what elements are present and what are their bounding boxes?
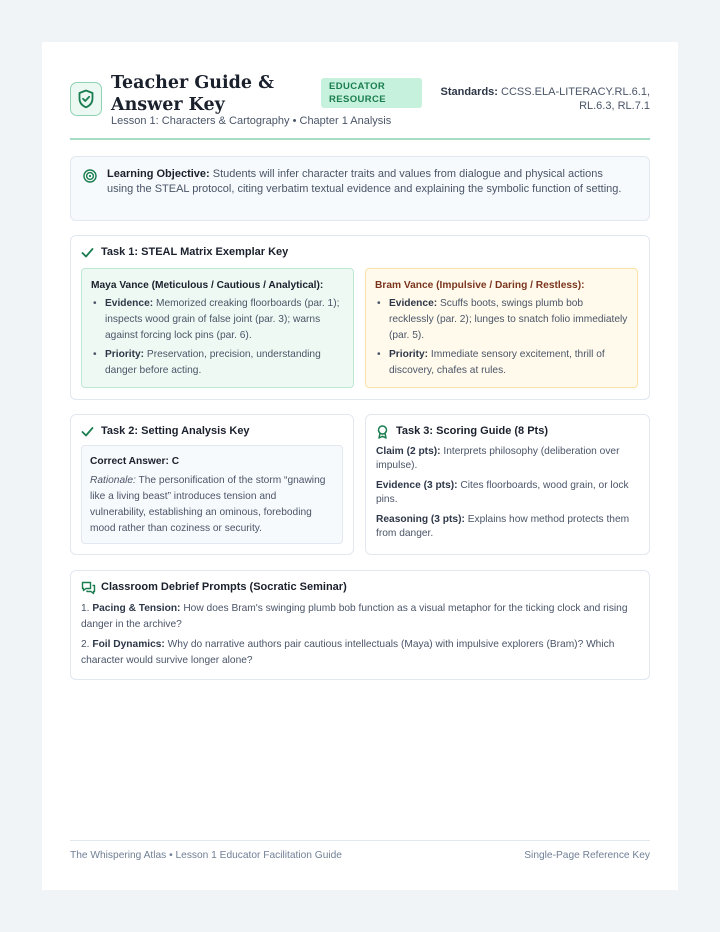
maya-priority-text: Preservation, precision, understanding danger before acting. <box>105 349 321 376</box>
prompt-number: 2. <box>81 639 90 650</box>
task3-title: Task 3: Scoring Guide (8 Pts) <box>396 425 548 437</box>
debrief-prompt <box>81 637 635 669</box>
shield-check-icon <box>70 82 102 116</box>
debrief-title: Classroom Debrief Prompts (Socratic Seminar) <box>101 581 347 593</box>
scoring-text: Cites floorboards, wood grain, or lock pins. <box>376 480 629 505</box>
task2-title: Task 2: Setting Analysis Key <box>101 425 250 437</box>
scoring-label: Reasoning (3 pts): <box>376 514 465 525</box>
correct-answer: Correct Answer: C <box>90 456 180 467</box>
maya-evidence-label: Evidence: <box>105 298 154 309</box>
award-ribbon-icon <box>376 425 389 444</box>
rationale-label: Rationale: <box>90 475 136 486</box>
task3-card <box>365 414 650 555</box>
bram-heading: Bram Vance (Impulsive / Daring / Restless): <box>375 280 585 291</box>
scoring-item <box>376 479 639 507</box>
task1-title: Task 1: STEAL Matrix Exemplar Key <box>101 246 289 258</box>
prompt-number: 1. <box>81 603 90 614</box>
task2-card <box>70 414 354 555</box>
maya-panel <box>81 268 354 388</box>
bram-evidence-label: Evidence: <box>389 298 438 309</box>
maya-priority <box>91 347 344 379</box>
bram-panel <box>365 268 638 388</box>
guide-page <box>42 42 678 890</box>
scoring-text: Explains how method protects them from danger. <box>376 514 630 539</box>
scoring-item <box>376 513 639 541</box>
bram-priority <box>375 347 628 379</box>
prompt-text: Why do narrative authors pair cautious intellectuals (Maya) with impulsive explorers (Bram)? Which character would survive longer alone? <box>81 639 615 666</box>
prompt-label: Foil Dynamics: <box>92 639 165 650</box>
maya-evidence-text: Memorized creaking floorboards (par. 1); inspects wood grain of false joint (par. 3); warns against forcing lock pins (par. 6). <box>105 298 340 341</box>
learning-objective <box>70 156 650 221</box>
debrief-card <box>70 570 650 680</box>
objective-label: Learning Objective: <box>107 168 210 180</box>
bram-evidence <box>375 296 628 344</box>
chat-bubbles-icon <box>81 581 96 600</box>
check-icon <box>81 425 94 443</box>
page-footer <box>70 840 650 861</box>
objective-text <box>107 167 625 196</box>
maya-evidence <box>91 296 344 344</box>
maya-heading: Maya Vance (Meticulous / Cautious / Analytical): <box>91 280 324 291</box>
page-header <box>70 72 650 140</box>
footer-left: The Whispering Atlas • Lesson 1 Educator Facilitation Guide <box>70 850 342 861</box>
page-subtitle: Lesson 1: Characters & Cartography • Chapter 1 Analysis <box>111 115 392 127</box>
scoring-label: Claim (2 pts): <box>376 446 441 457</box>
prompt-text: How does Bram's swinging plumb bob function as a visual metaphor for the ticking clock and rising danger in the archive? <box>81 603 628 630</box>
standards-value: CCSS.ELA-LITERACY.RL.6.1, RL.6.3, RL.7.1 <box>501 86 650 112</box>
task1-card <box>70 235 650 400</box>
debrief-prompts <box>81 601 635 673</box>
scoring-item <box>376 445 639 473</box>
prompt-label: Pacing & Tension: <box>92 603 181 614</box>
scoring-text: Interprets philosophy (deliberation over impulse). <box>376 446 620 471</box>
target-icon <box>83 169 97 188</box>
rationale-text: The personification of the storm “gnawing like a living beast” introduces tension and vulnerability, establishing an ominous, foreboding mood rather than coziness or security. <box>90 475 326 534</box>
check-icon <box>81 246 94 264</box>
maya-priority-label: Priority: <box>105 349 145 360</box>
rationale <box>90 473 334 537</box>
objective-body: Students will infer character traits and values from dialogue and physical actions using the STEAL protocol, citing verbatim textual evidence and explaining the symbolic function of setting. <box>107 168 622 195</box>
bram-priority-label: Priority: <box>389 349 429 360</box>
page-title: Teacher Guide & Answer Key <box>111 73 274 115</box>
scoring-list <box>376 445 639 547</box>
standards <box>440 85 650 113</box>
bram-evidence-text: Scuffs boots, swings plumb bob recklessly (par. 2); lunges to snatch folio immediately (par. 5). <box>389 298 628 341</box>
task2-answer-box <box>81 445 343 544</box>
standards-label: Standards: <box>440 86 498 98</box>
debrief-prompt <box>81 601 635 633</box>
bram-priority-text: Immediate sensory excitement, thrill of discovery, chafes at rules. <box>389 349 605 376</box>
educator-badge: EDUCATOR RESOURCE <box>321 78 422 108</box>
footer-right: Single-Page Reference Key <box>524 850 650 861</box>
scoring-label: Evidence (3 pts): <box>376 480 458 491</box>
